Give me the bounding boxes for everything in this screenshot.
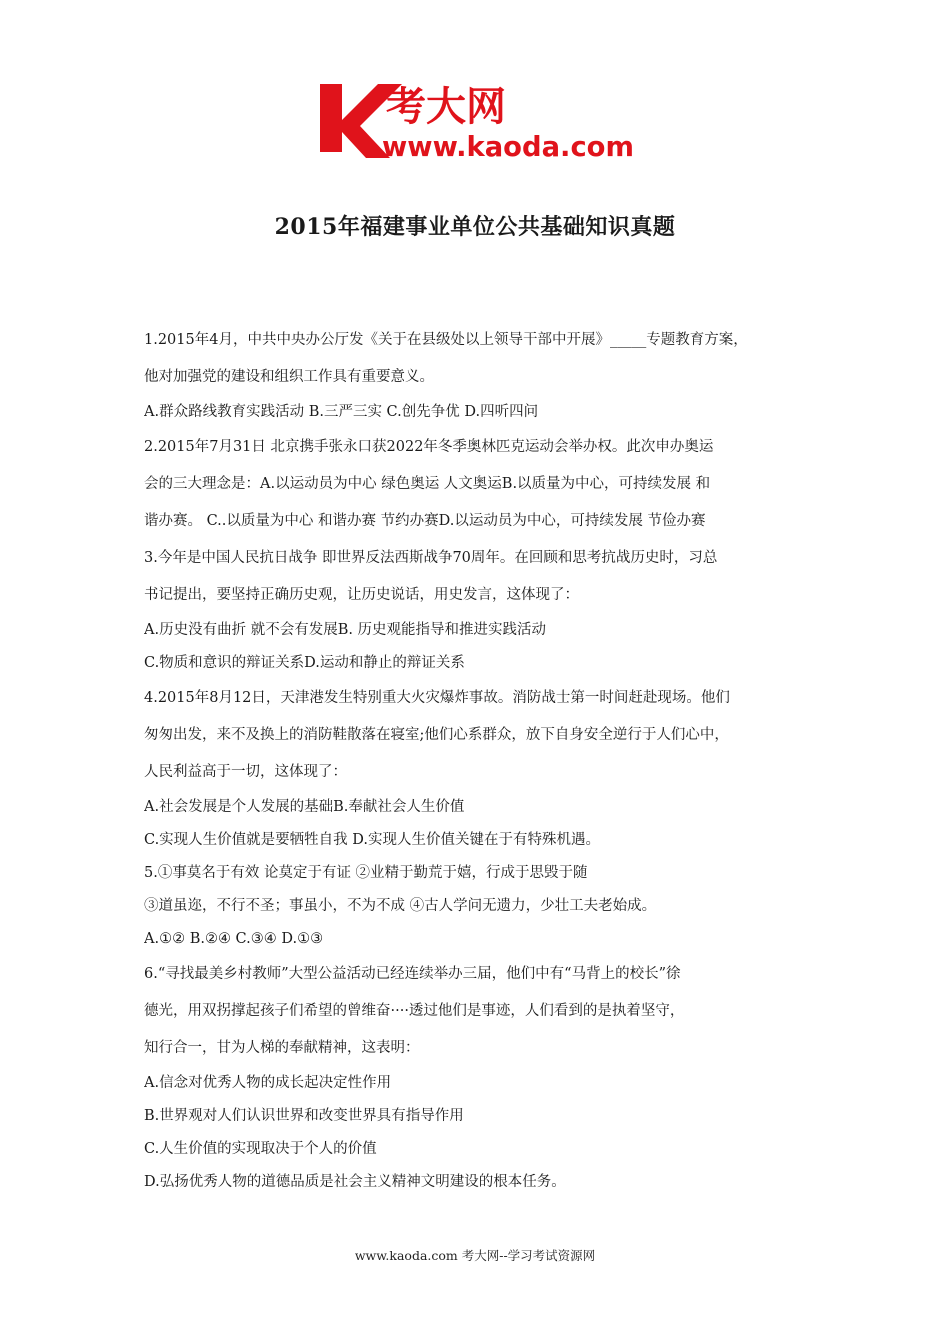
option-line: C.实现人生价值就是要牺牲自我 D.实现人生价值关键在于有特殊机遇。 bbox=[144, 832, 601, 848]
option-line: B.世界观对人们认识世界和改变世界具有指导作用 bbox=[144, 1108, 464, 1124]
logo-url: www.kaoda.com bbox=[382, 131, 634, 163]
option-line: A.①② B.②④ C.③④ D.①③ bbox=[144, 931, 324, 947]
question-line: 书记提出，要坚持正确历史观，让历史说话，用史发言，这体现了： bbox=[144, 587, 579, 603]
question-line: 知行合一，甘为人梯的奉献精神，这表明： bbox=[144, 1040, 420, 1056]
option-line: 5.①事莫名于有效 论莫定于有证 ②业精于勤荒于嬉，行成于思毁于随 bbox=[144, 865, 588, 881]
option-line: A.信念对优秀人物的成长起决定性作用 bbox=[144, 1075, 392, 1091]
option-line: D.弘扬优秀人物的道德品质是社会主义精神文明建设的根本任务。 bbox=[144, 1174, 566, 1190]
option-line: C.人生价值的实现取决于个人的价值 bbox=[144, 1141, 377, 1157]
page-footer: www.kaoda.com 考大网--学习考试资源网 bbox=[354, 1248, 596, 1263]
logo-cn-name: 考大网 bbox=[386, 84, 506, 130]
logo-k-stem bbox=[320, 84, 342, 152]
question-line: 他对加强党的建设和组织工作具有重要意义。 bbox=[144, 369, 434, 385]
question-line: 3.今年是中国人民抗日战争 即世界反法西斯战争70周年。在回顾和思考抗战历史时，习总 bbox=[144, 550, 718, 566]
option-line: A.历史没有曲折 就不会有发展B. 历史观能指导和推进实践活动 bbox=[144, 622, 547, 638]
question-line: 6.“寻找最美乡村教师”大型公益活动已经连续举办三届，他们中有“马背上的校长”徐 bbox=[144, 966, 681, 982]
option-line: ③道虽迩，不行不圣；事虽小，不为不成 ④古人学问无遗力，少壮工夫老始成。 bbox=[144, 898, 657, 914]
question-line: 1.2015年4月，中共中央办公厅发《关于在县级处以上领导干部中开展》_____专题教育方案， bbox=[144, 332, 748, 348]
document-title: 2015年福建事业单位公共基础知识真题 bbox=[274, 214, 676, 240]
question-line: 2.2015年7月31日 北京携手张永口获2022年冬季奥林匹克运动会举办权。此次申办奥运 bbox=[144, 439, 714, 455]
question-line: 会的三大理念是：A.以运动员为中心 绿色奥运 人文奥运B.以质量为中心，可持续发展 和 bbox=[144, 476, 711, 492]
question-line: 4.2015年8月12日，天津港发生特别重大火灾爆炸事故。消防战士第一时间赶赴现场。他们 bbox=[144, 690, 730, 706]
option-line: A.社会发展是个人发展的基础B.奉献社会人生价值 bbox=[144, 799, 465, 815]
question-line: 德光，用双拐撑起孩子们希望的曾维奋····透过他们是事迹，人们看到的是执着坚守， bbox=[144, 1003, 685, 1019]
question-line: 匆匆出发，来不及换上的消防鞋散落在寝室;他们心系群众，放下自身安全逆行于人们心中， bbox=[144, 727, 729, 743]
question-line: 谐办赛。 C..以质量为中心 和谐办赛 节约办赛D.以运动员为中心，可持续发展 节俭办赛 bbox=[144, 513, 706, 529]
question-line: 人民利益高于一切，这体现了： bbox=[144, 764, 347, 780]
question-list bbox=[144, 322, 808, 1199]
kaoda-logo-graphic bbox=[316, 78, 638, 164]
kaoda-logo bbox=[316, 78, 638, 164]
option-line: A.群众路线教育实践活动 B.三严三实 C.创先争优 D.四听四问 bbox=[144, 404, 539, 420]
option-line: C.物质和意识的辩证关系D.运动和静止的辩证关系 bbox=[144, 655, 465, 671]
